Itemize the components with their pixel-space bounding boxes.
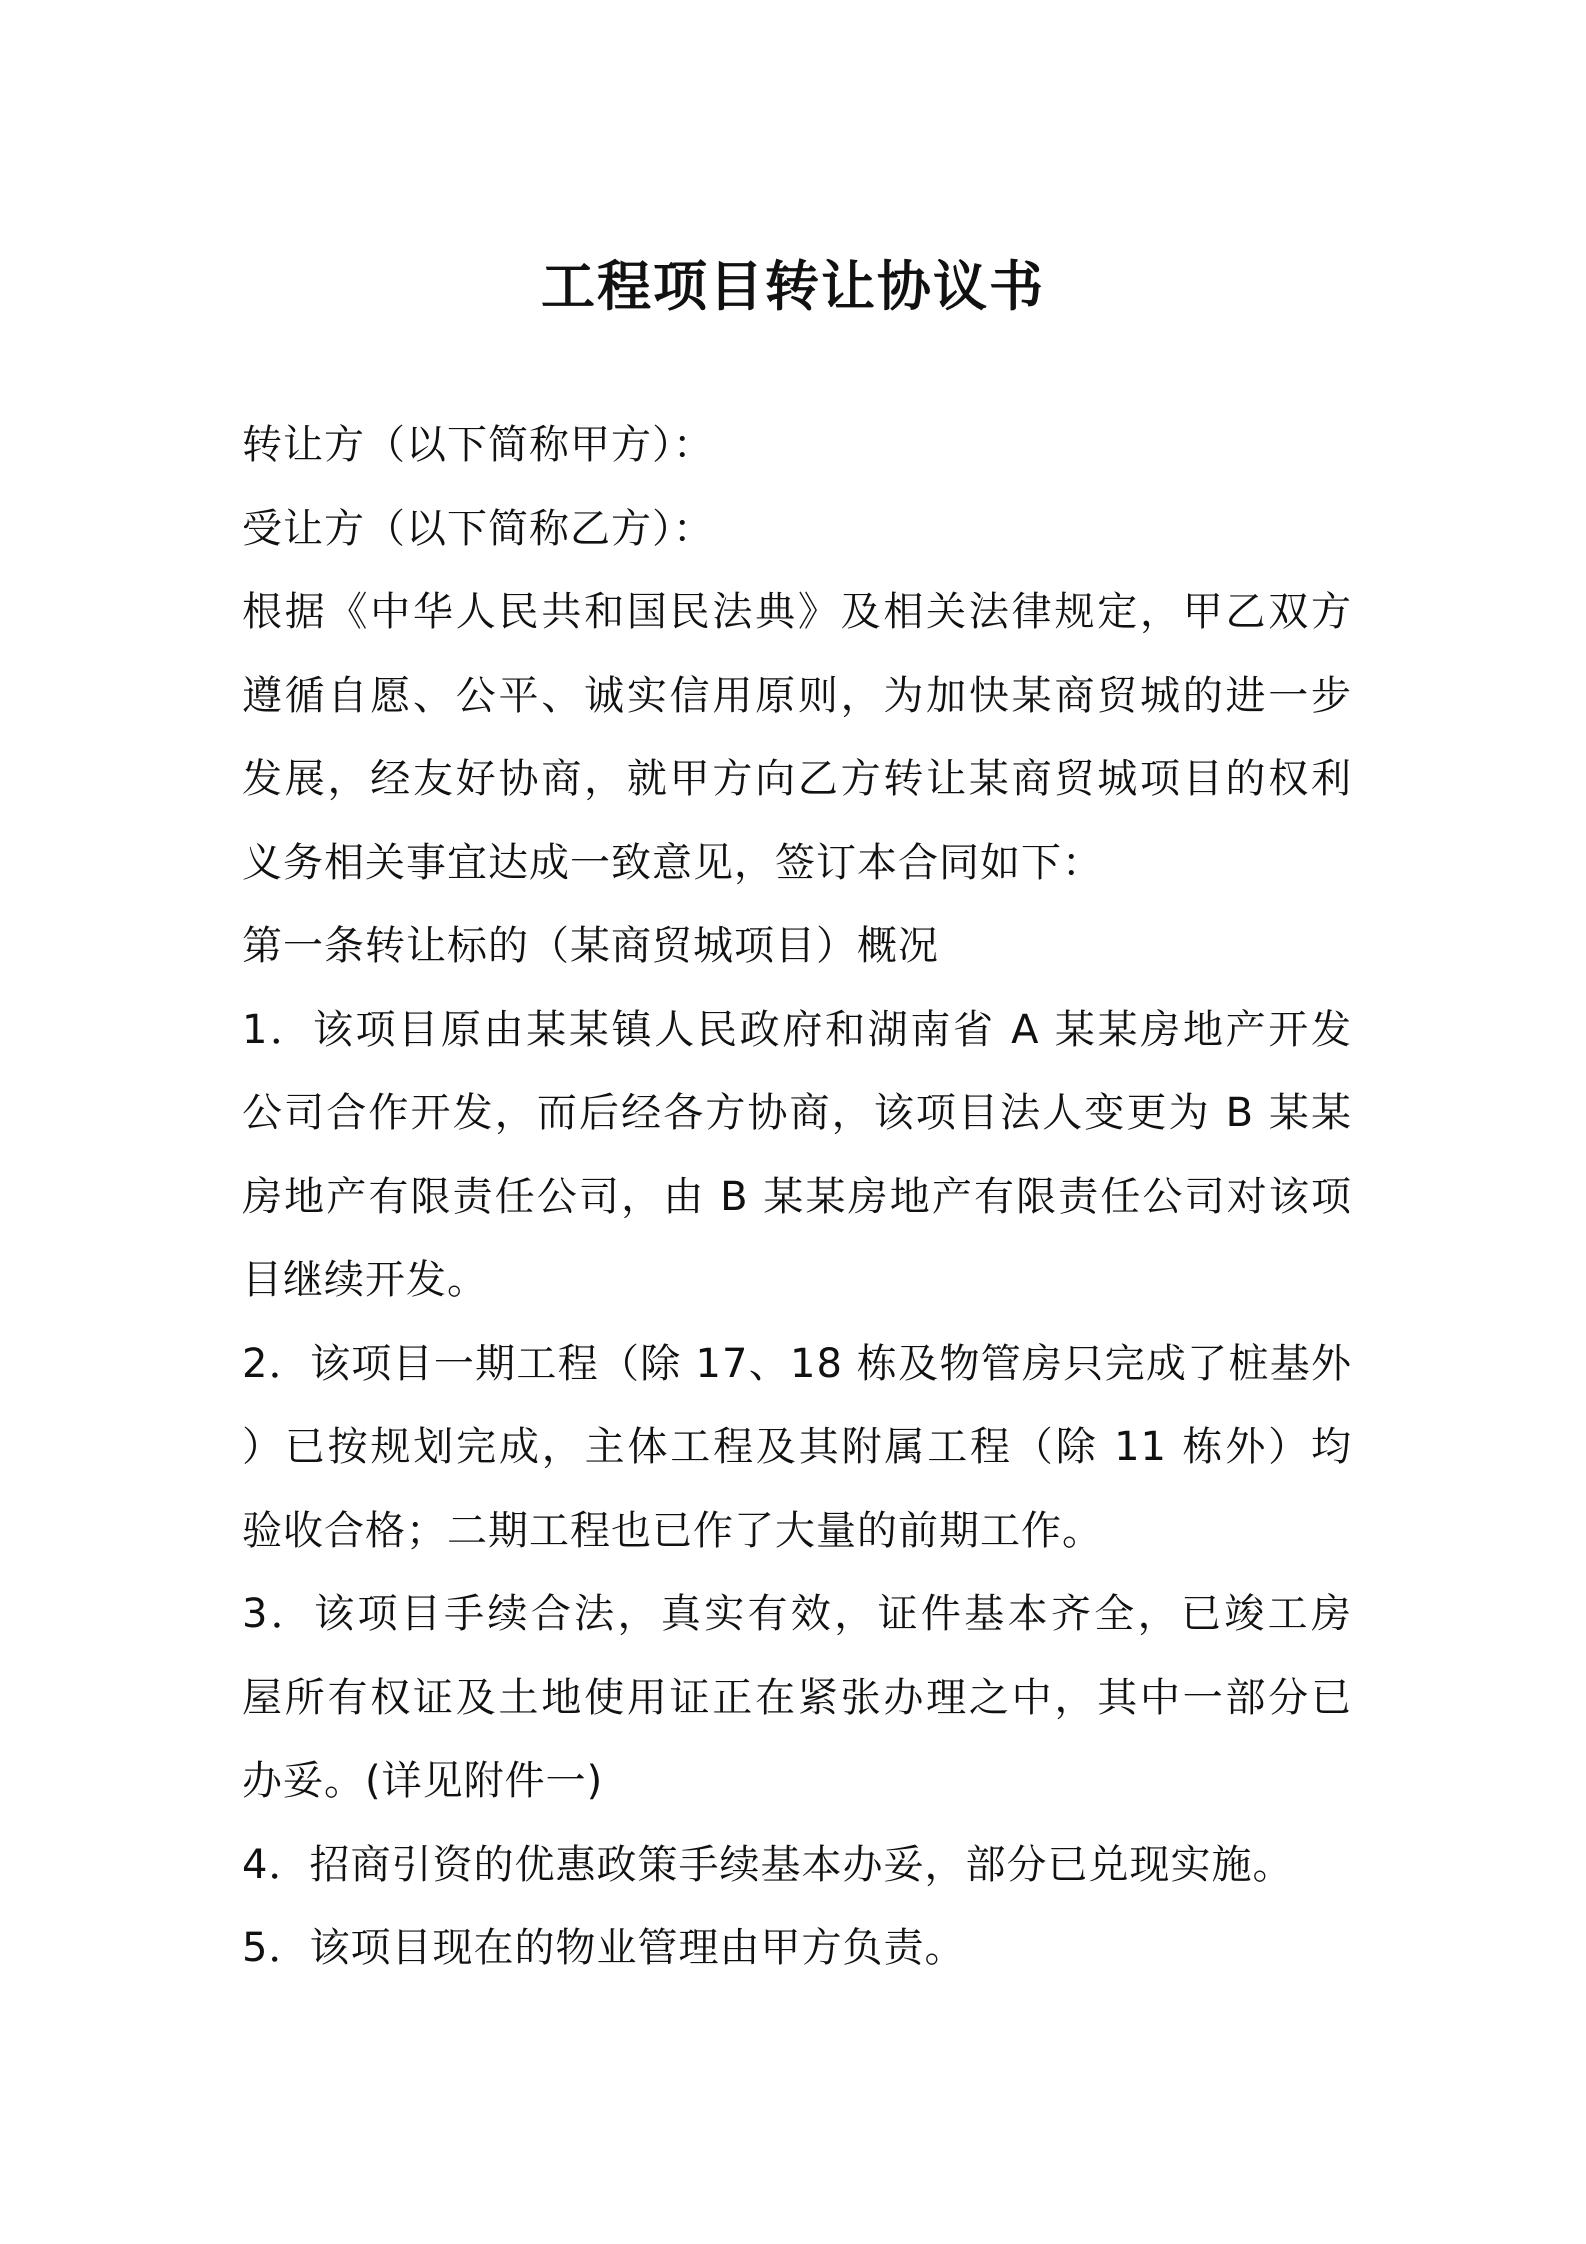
item-1-line-3: 房地产有限责任公司，由 B 某某房地产有限责任公司对该项 [242,1173,1352,1220]
preamble-line-1: 根据《中华人民共和国民法典》及相关法律规定，甲乙双方 [242,589,1352,635]
item-3-line-1: 3．该项目手续合法，真实有效，证件基本齐全，已竣工房 [242,1591,1352,1637]
item-1-line-1: 1．该项目原由某某镇人民政府和湖南省 A 某某房地产开发 [242,1006,1352,1053]
item-1-line-2: 公司合作开发，而后经各方协商，该项目法人变更为 B 某某 [242,1090,1352,1136]
item-5-line-1: 5．该项目现在的物业管理由甲方负责。 [242,1925,966,1971]
item-2-line-3: 验收合格；二期工程也已作了大量的前期工作。 [242,1507,1103,1554]
article-one-heading: 第一条转让标的（某商贸城项目）概况 [242,923,939,969]
party-b-line: 受让方（以下简称乙方）： [242,505,714,552]
item-2-line-2: ）已按规划完成，主体工程及其附属工程（除 11 栋外）均 [242,1424,1352,1470]
item-4-line-1: 4．招商引资的优惠政策手续基本办妥，部分已兑现实施。 [242,1841,1294,1888]
preamble-line-2: 遵循自愿、公平、诚实信用原则，为加快某商贸城的进一步 [242,672,1352,719]
item-1-line-4: 目继续开发。 [242,1257,488,1303]
item-3-line-3: 办妥。(详见附件一) [242,1758,604,1804]
item-2-line-1: 2．该项目一期工程（除 17、18 栋及物管房只完成了桩基外 [242,1340,1352,1387]
party-a-line: 转让方（以下简称甲方）： [242,422,714,468]
item-3-line-2: 屋所有权证及土地使用证正在紧张办理之中，其中一部分已 [242,1674,1352,1721]
document-body [242,404,1352,1991]
document-title: 工程项目转让协议书 [541,255,1045,318]
preamble-line-3: 发展，经友好协商，就甲方向乙方转让某商贸城项目的权利 [242,756,1352,802]
preamble-line-4: 义务相关事宜达成一致意见，签订本合同如下： [242,839,1103,886]
